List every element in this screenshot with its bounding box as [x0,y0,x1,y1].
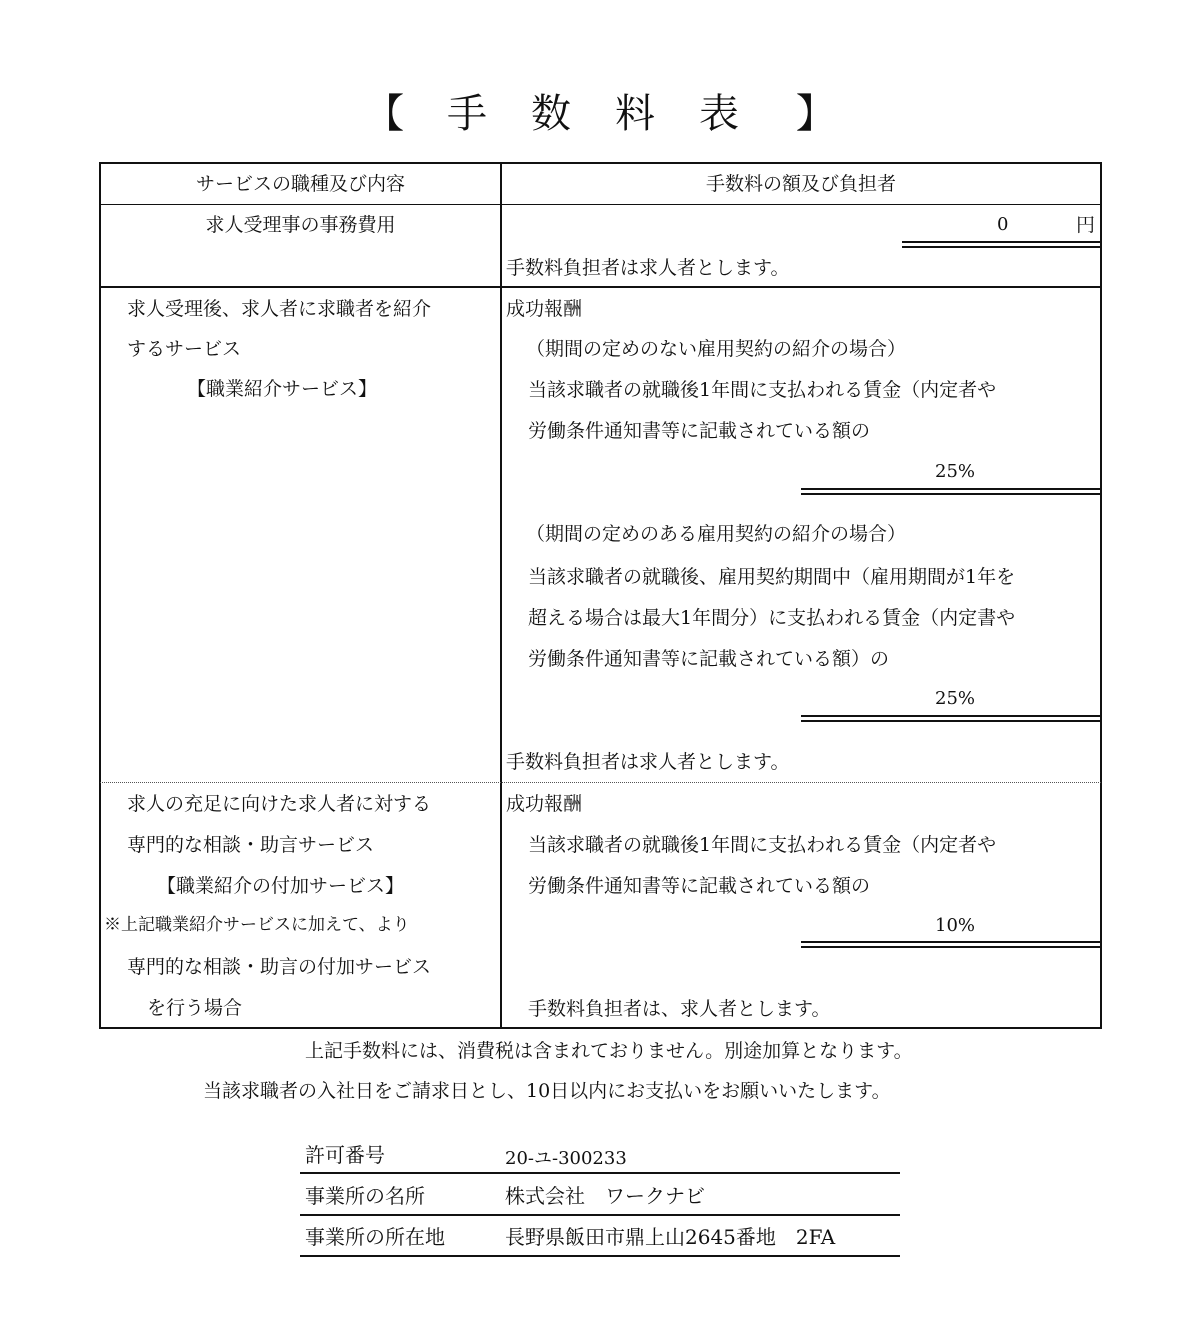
company-value-permit: 20-ユ-300233 [505,1148,627,1169]
note-tax: 上記手数料には、消費税は含まれておりません。別途加算となります。 [305,1040,913,1062]
company-value-address: 長野県飯田市鼎上山2645番地 2FA [505,1225,836,1249]
page-title [0,82,1200,139]
company-label-address: 事業所の所在地 [305,1225,445,1249]
row2-case2-line1: 当該求職者の就職後、雇用契約期間中（雇用期間が1年を [528,566,1016,588]
row2-case1-title: （期間の定めのない雇用契約の紹介の場合） [526,338,907,360]
row2-case1-line1: 当該求職者の就職後1年間に支払われる賃金（内定者や [528,379,997,401]
row2-case2-underline [801,715,1100,722]
company-label-name: 事業所の名所 [305,1184,425,1208]
company-value-name: 株式会社 ワークナビ [505,1184,705,1208]
row3-line2: 労働条件通知書等に記載されている額の [528,875,871,897]
row2-service-tag: 【職業紹介サービス】 [187,378,378,400]
row2-case2-rate: 25% [935,688,976,709]
row3-heading: 成功報酬 [506,793,583,815]
note-payment: 当該求職者の入社日をご請求日とし、10日以内にお支払いをお願いいたします。 [203,1080,891,1102]
header-fee: 手数料の額及び負担者 [705,173,896,195]
row3-service-tag: 【職業紹介の付加サービス】 [157,875,405,897]
row3-service-line1: 求人の充足に向けた求人者に対する [127,793,432,815]
row2-payer: 手数料負担者は求人者とします。 [506,751,790,773]
header-service: サービスの職種及び内容 [195,173,405,195]
company-label-permit: 許可番号 [305,1143,385,1167]
row2-service-line2: するサービス [127,338,242,360]
title-bracket-close: 】 [795,91,836,137]
row3-rate: 10% [935,915,976,936]
row1-amount-value: 0 [997,214,1009,235]
row2-case2-line2: 超える場合は最大1年間分）に支払われる賃金（内定書や [528,607,1016,629]
row1-service: 求人受理事の事務費用 [205,214,396,236]
row2-case1-rate: 25% [935,461,976,482]
row2-case1-line2: 労働条件通知書等に記載されている額の [528,420,871,442]
title-bracket-open: 【 [364,91,405,137]
row1-payer: 手数料負担者は求人者とします。 [506,257,790,279]
row3-service-note: ※上記職業紹介サービスに加えて、より [104,915,410,935]
row1-amount-underline [902,241,1100,248]
row2-case1-underline [801,488,1100,495]
row3-service-line2: 専門的な相談・助言サービス [127,834,375,856]
row1-amount-unit: 円 [1076,214,1096,236]
row2-case2-line3: 労働条件通知書等に記載されている額）の [528,648,890,670]
title-text: 手数料表 [447,91,783,137]
row2-heading: 成功報酬 [506,298,583,320]
row3-underline [801,941,1100,948]
row3-line1: 当該求職者の就職後1年間に支払われる賃金（内定者や [528,834,997,856]
row2-service-line1: 求人受理後、求人者に求職者を紹介 [127,298,432,320]
row2-case2-title: （期間の定めのある雇用契約の紹介の場合） [526,523,907,545]
row3-service-line3: 専門的な相談・助言の付加サービス [127,956,432,978]
row3-service-line4: を行う場合 [147,997,243,1019]
row3-payer: 手数料負担者は、求人者とします。 [528,998,831,1020]
